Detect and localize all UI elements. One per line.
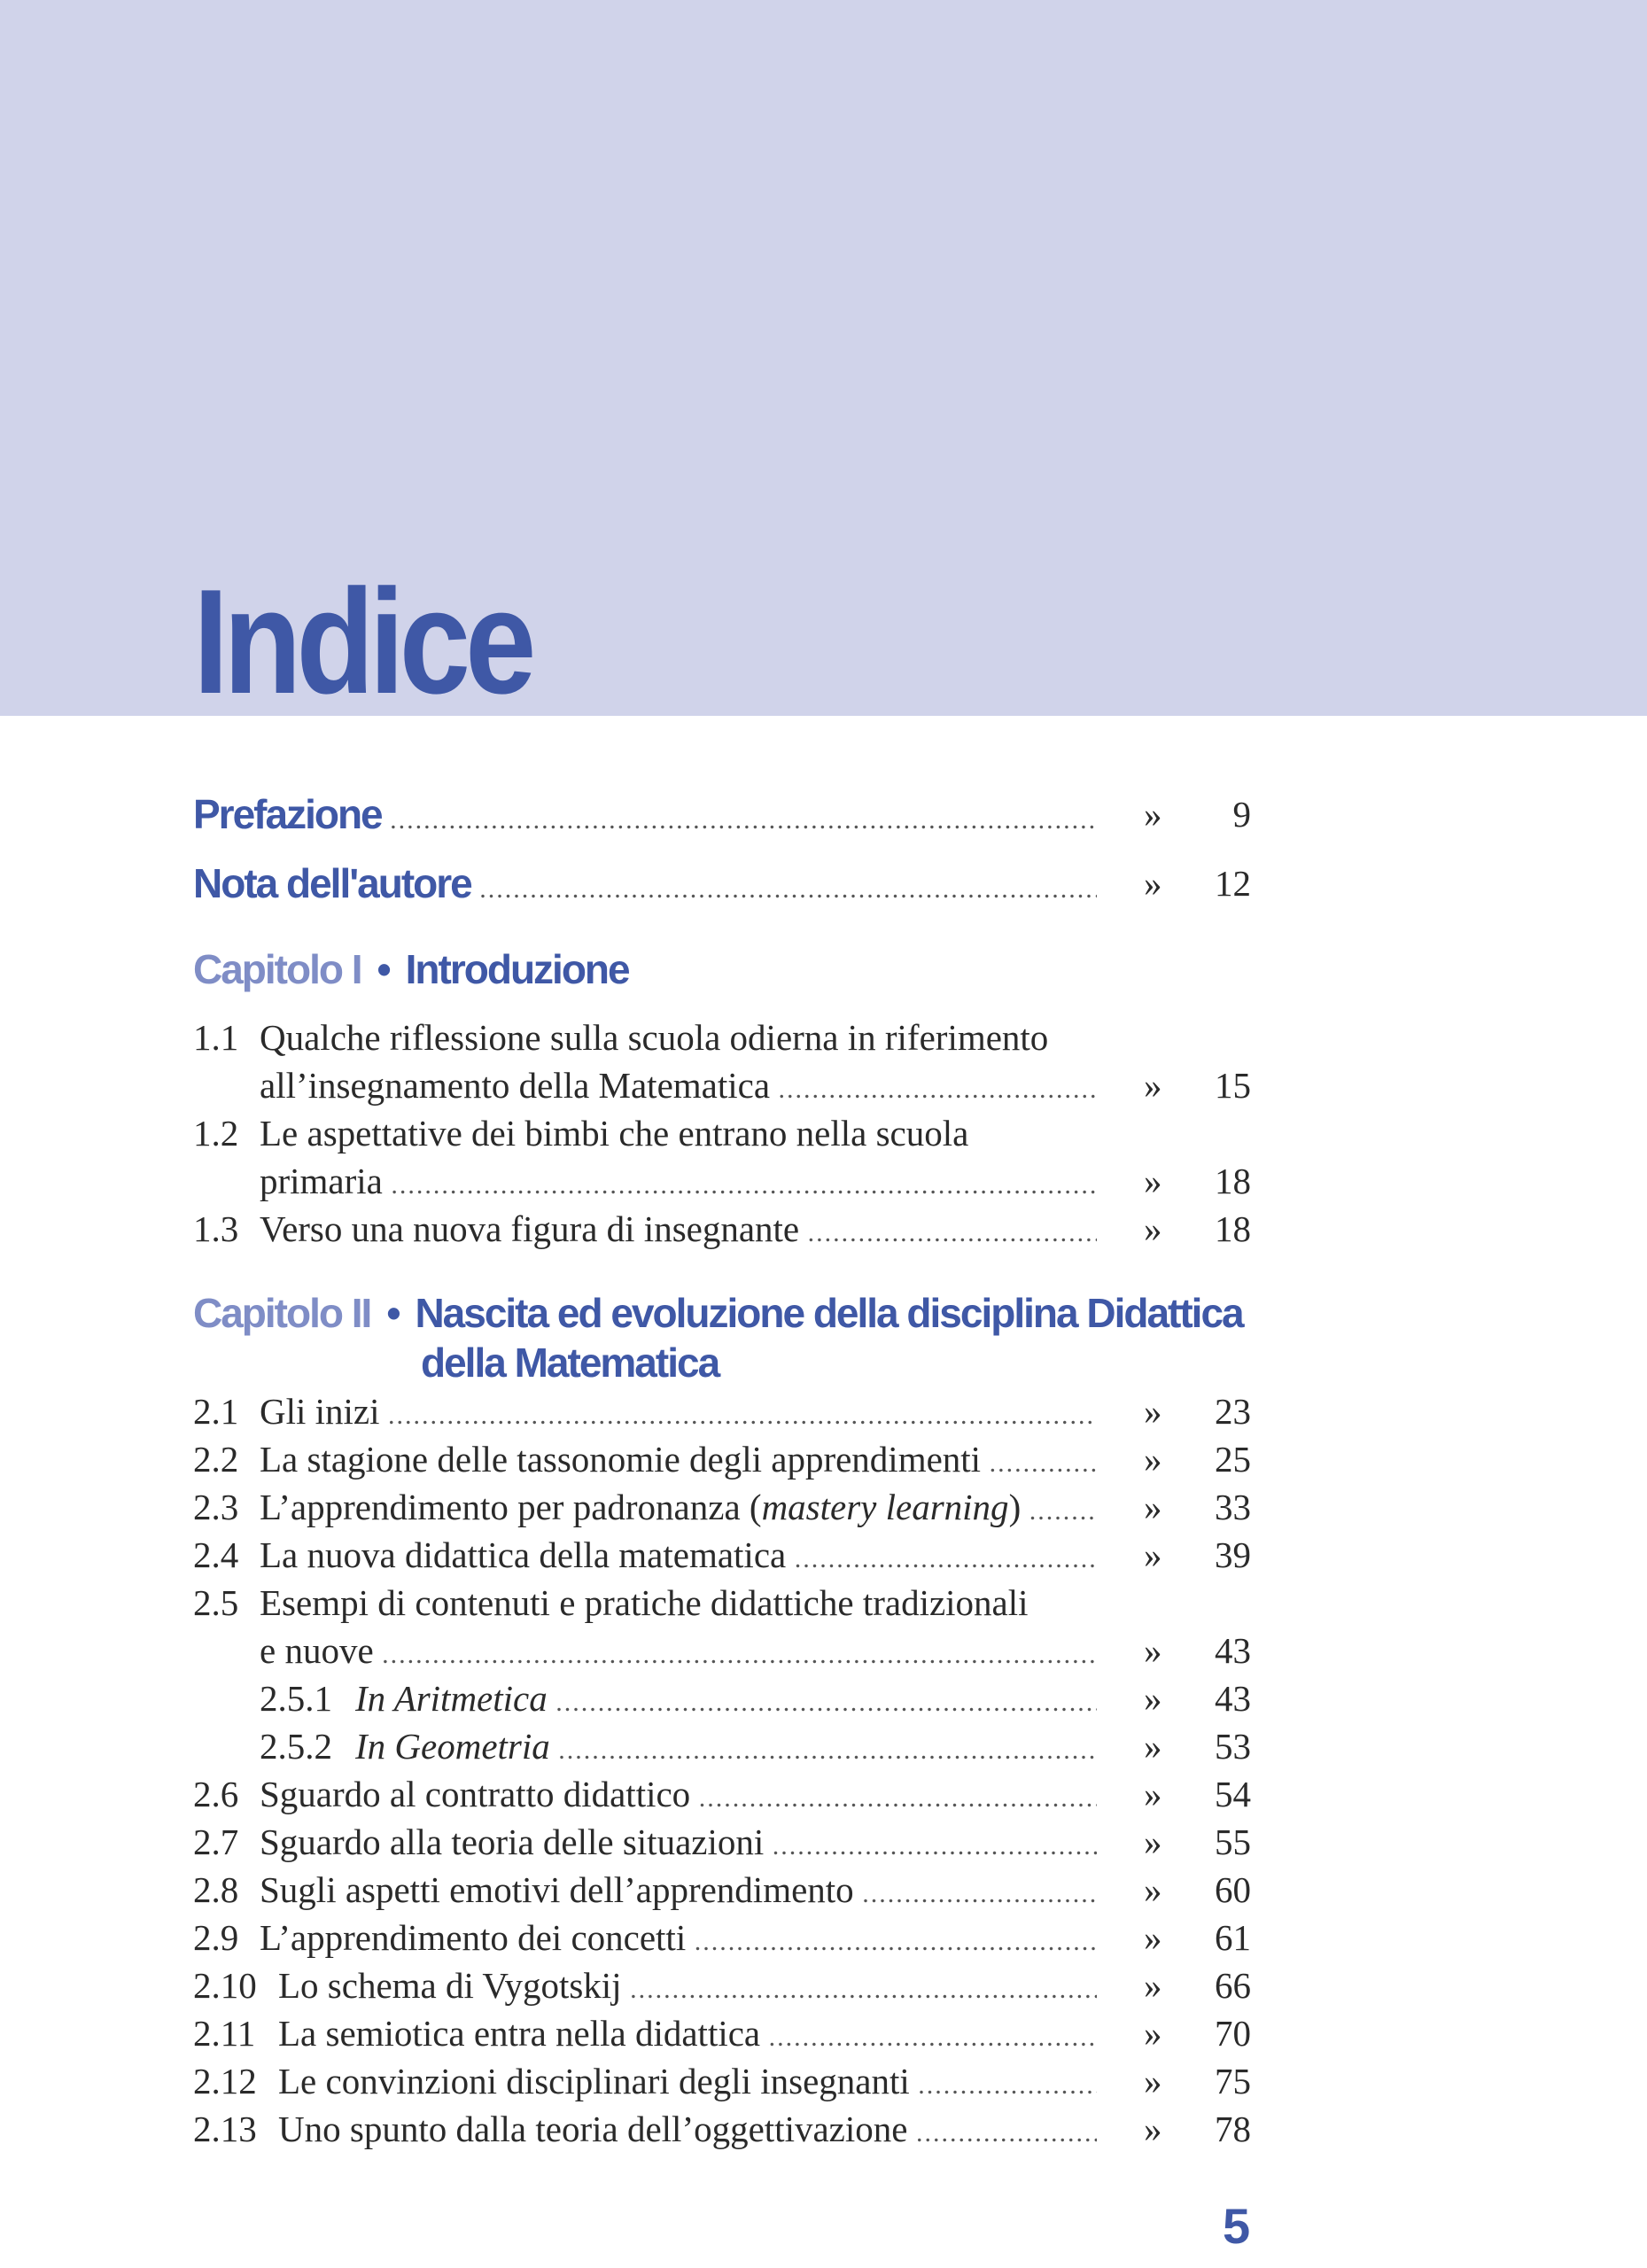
toc-entry-2-8[interactable] [193, 1866, 1256, 1914]
arrow-mark: » [1144, 1208, 1162, 1249]
page-title: Indice [193, 558, 532, 725]
entry-text: 2.9 L’apprendimento dei concetti ..... [193, 1914, 1256, 1961]
page-number: 66 [1215, 1965, 1251, 2006]
entry-text: 2.5.2 In Geometria ..... [193, 1722, 1256, 1770]
toc-entry-2-5[interactable] [193, 1627, 1256, 1674]
page-number: 39 [1215, 1534, 1251, 1575]
chapter-title-line2: della Matematica [421, 1340, 719, 1386]
toc-entry-2-13[interactable] [193, 2105, 1256, 2153]
bullet: • [386, 1290, 400, 1336]
arrow-mark: » [1144, 2013, 1162, 2054]
page-number: 43 [1215, 1678, 1251, 1719]
page-folio: 5 [1223, 2198, 1251, 2254]
toc-entry-prefazione[interactable] [193, 780, 1256, 849]
arrow-mark: » [1144, 1534, 1162, 1575]
page-number: 60 [1215, 1869, 1251, 1910]
chapter-heading-1 [193, 936, 1256, 1003]
page-number: 25 [1215, 1439, 1251, 1480]
chapter-label: Capitolo I [193, 946, 361, 992]
entry-text: 2.7 Sguardo alla teoria delle situazioni ..... [193, 1818, 1256, 1866]
bullet: • [377, 946, 390, 992]
entry-text: 2.10 Lo schema di Vygotskij ..... [193, 1961, 1256, 2009]
toc-entry-1-3[interactable] [193, 1205, 1256, 1253]
page-number: 78 [1215, 2109, 1251, 2149]
arrow-mark: » [1144, 2109, 1162, 2149]
page-number: 53 [1215, 1726, 1251, 1767]
arrow-mark: » [1144, 1726, 1162, 1767]
toc-entry-2-12[interactable] [193, 2057, 1256, 2105]
toc-entry-2-2[interactable] [193, 1435, 1256, 1483]
toc-entry-2-3[interactable] [193, 1483, 1256, 1531]
section-1-1-line1: 1.1 Qualche riflessione sulla scuola odierna in riferimento [193, 1017, 1049, 1058]
toc-entry-2-4[interactable] [193, 1531, 1256, 1579]
arrow-mark: » [1144, 2061, 1162, 2101]
page-number: 33 [1215, 1487, 1251, 1527]
chapter-label: Capitolo II [193, 1290, 371, 1336]
arrow-mark: » [1144, 1630, 1162, 1671]
arrow-mark: » [1144, 1774, 1162, 1814]
page-number: 18 [1215, 1161, 1251, 1201]
page-number: 70 [1215, 2013, 1251, 2054]
toc-entry-1-1[interactable] [193, 1061, 1256, 1109]
section-1-2-line1: 1.2 Le aspettative dei bimbi che entrano nella scuola [193, 1113, 969, 1153]
entry-label: Prefazione [193, 791, 382, 837]
toc-entry-2-1[interactable] [193, 1387, 1256, 1435]
page-number: 54 [1215, 1774, 1251, 1814]
entry-text: 2.3 L’apprendimento per padronanza (mastery learning) ..... [193, 1483, 1256, 1531]
section-2-5-line1: 2.5 Esempi di contenuti e pratiche didattiche tradizionali [193, 1582, 1029, 1623]
toc-entry-2-10[interactable] [193, 1961, 1256, 2009]
chapter-heading-2 [193, 1288, 1256, 1338]
entry-text: all’insegnamento della Matematica ..... [193, 1061, 1256, 1109]
arrow-mark: » [1144, 1965, 1162, 2006]
chapter-title-line1: Nascita ed evoluzione della disciplina Didattica [415, 1290, 1243, 1336]
entry-text: 1.3 Verso una nuova figura di insegnante ..... [193, 1205, 1256, 1253]
entry-text: 2.8 Sugli aspetti emotivi dell’apprendimento ..... [193, 1866, 1256, 1914]
page-number: 55 [1215, 1821, 1251, 1862]
entry-text: 2.1 Gli inizi ..... [193, 1387, 1256, 1435]
arrow-mark: » [1144, 1917, 1162, 1958]
entry-text: 2.6 Sguardo al contratto didattico ..... [193, 1770, 1256, 1818]
page-number: 12 [1215, 863, 1251, 904]
entry-label: Nota dell'autore [193, 860, 471, 906]
toc-entry-2-7[interactable] [193, 1818, 1256, 1866]
arrow-mark: » [1144, 1065, 1162, 1106]
arrow-mark: » [1144, 794, 1162, 835]
arrow-mark: » [1144, 1869, 1162, 1910]
arrow-mark: » [1144, 1487, 1162, 1527]
table-of-contents [193, 780, 1256, 2153]
entry-text: 2.12 Le convinzioni disciplinari degli insegnanti ..... [193, 2057, 1256, 2105]
page-number: 61 [1215, 1917, 1251, 1958]
entry-text: 2.13 Uno spunto dalla teoria dell’oggettivazione ..... [193, 2105, 1256, 2153]
entry-text: 2.11 La semiotica entra nella didattica ..... [193, 2009, 1256, 2057]
chapter-title: Introduzione [405, 946, 629, 992]
toc-entry-2-11[interactable] [193, 2009, 1256, 2057]
page-number: 18 [1215, 1208, 1251, 1249]
entry-text: e nuove ..... [193, 1627, 1256, 1674]
page-number: 75 [1215, 2061, 1251, 2101]
entry-text: 2.4 La nuova didattica della matematica ..... [193, 1531, 1256, 1579]
entry-text: 2.5.1 In Aritmetica ..... [193, 1674, 1256, 1722]
arrow-mark: » [1144, 1678, 1162, 1719]
toc-entry-1-2[interactable] [193, 1157, 1256, 1205]
page-number: 15 [1215, 1065, 1251, 1106]
page-number: 43 [1215, 1630, 1251, 1671]
arrow-mark: » [1144, 1439, 1162, 1480]
toc-entry-2-5-1[interactable] [193, 1674, 1256, 1722]
toc-entry-2-6[interactable] [193, 1770, 1256, 1818]
arrow-mark: » [1144, 1161, 1162, 1201]
page-number: 9 [1232, 794, 1251, 835]
entry-text: 2.2 La stagione delle tassonomie degli apprendimenti ..... [193, 1435, 1256, 1483]
arrow-mark: » [1144, 863, 1162, 904]
arrow-mark: » [1144, 1391, 1162, 1432]
arrow-mark: » [1144, 1821, 1162, 1862]
toc-entry-2-5-2[interactable] [193, 1722, 1256, 1770]
entry-text: primaria ..... [193, 1157, 1256, 1205]
toc-entry-2-9[interactable] [193, 1914, 1256, 1961]
chapter-heading-2-line2 [193, 1338, 1256, 1387]
page-number: 23 [1215, 1391, 1251, 1432]
toc-entry-nota[interactable] [193, 849, 1256, 918]
